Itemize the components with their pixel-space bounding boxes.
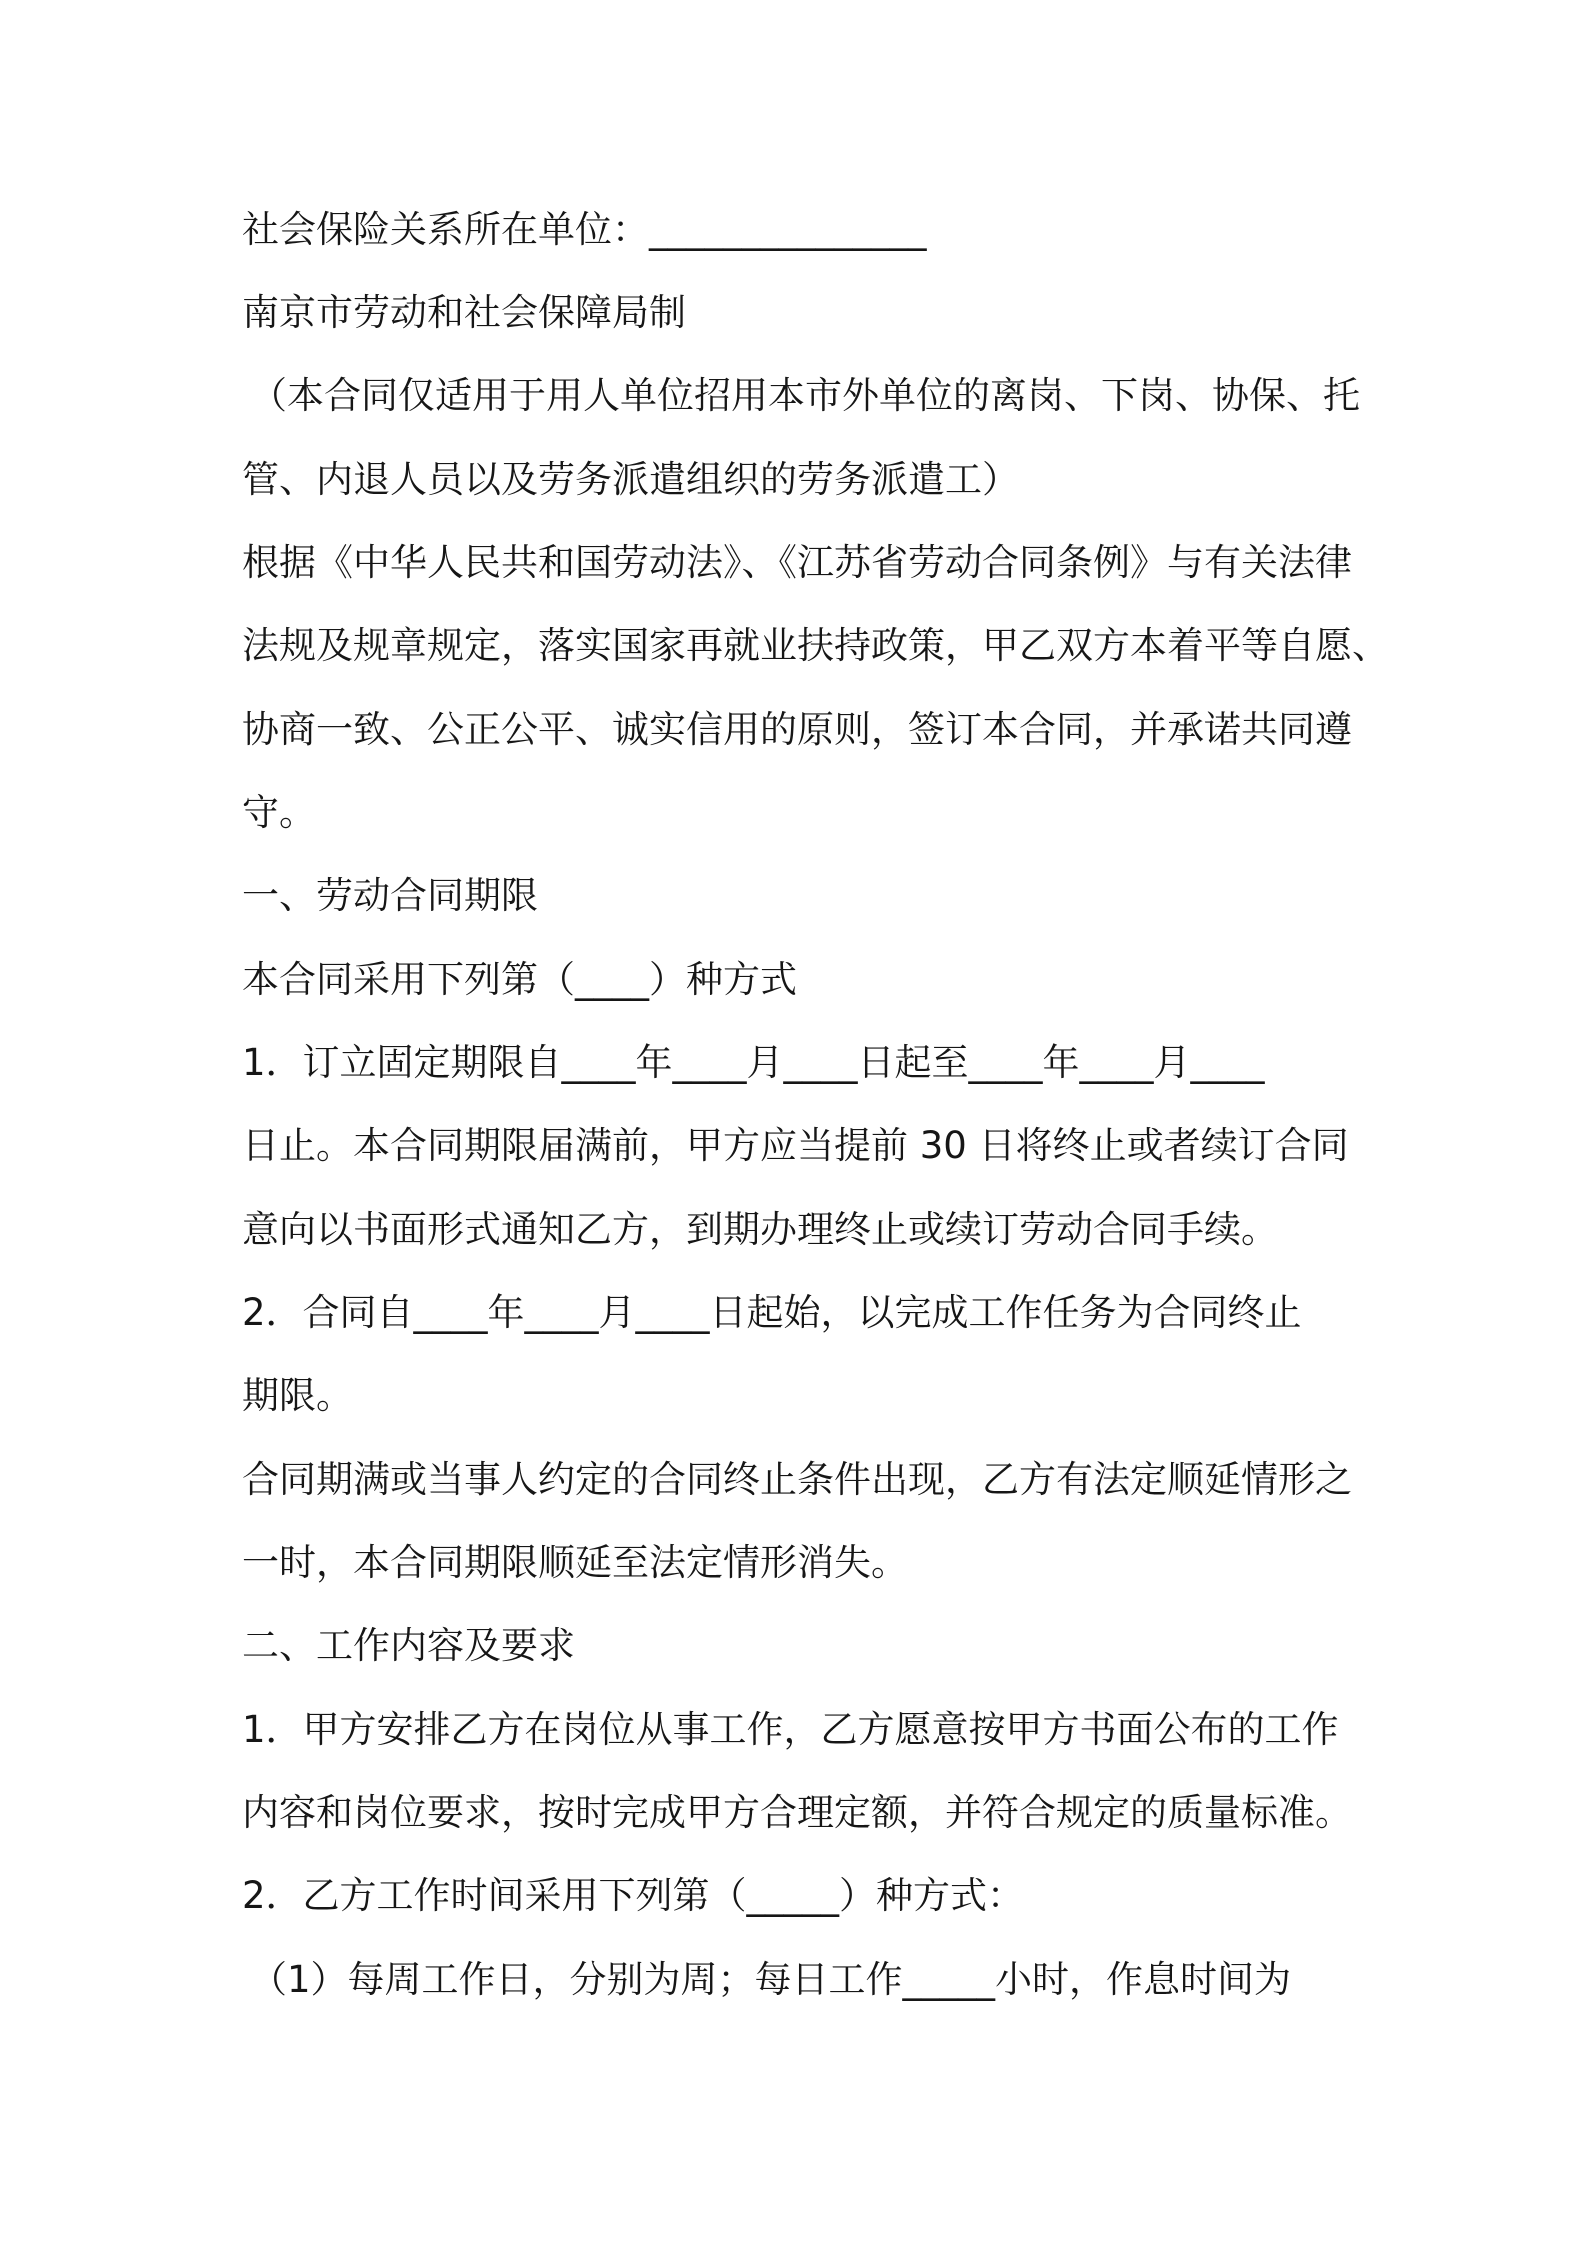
issuer-line: 南京市劳动和社会保障局制 [242, 291, 686, 334]
task-term-line-2: 期限。 [242, 1374, 353, 1417]
preamble-line-3: 协商一致、公正公平、诚实信用的原则，签订本合同，并承诺共同遵 [242, 708, 1352, 751]
extension-line-2: 一时，本合同期限顺延至法定情形消失。 [242, 1541, 908, 1584]
section-heading-work-content: 二、工作内容及要求 [242, 1624, 575, 1667]
fixed-term-line-3: 意向以书面形式通知乙方，到期办理终止或续订劳动合同手续。 [242, 1208, 1278, 1251]
work-content-line-2: 内容和岗位要求，按时完成甲方合理定额，并符合规定的质量标准。 [242, 1791, 1352, 1834]
preamble-line-1: 根据《中华人民共和国劳动法》、《江苏省劳动合同条例》与有关法律 [242, 541, 1352, 584]
task-term-line-1: 2．合同自____年____月____日起始，以完成工作任务为合同终止 [242, 1291, 1302, 1334]
scope-note-line-1: （本合同仅适用于用人单位招用本市外单位的离岗、下岗、协保、托 [250, 374, 1360, 417]
fixed-term-line-1: 1．订立固定期限自____年____月____日起至____年____月____ [242, 1041, 1265, 1084]
term-option-line: 本合同采用下列第（____）种方式 [242, 958, 797, 1001]
scope-note-line-2: 管、内退人员以及劳务派遣组织的劳务派遣工） [242, 458, 1019, 501]
preamble-line-4: 守。 [242, 791, 316, 834]
section-heading-contract-term: 一、劳动合同期限 [242, 874, 538, 917]
fixed-term-line-2: 日止。本合同期限届满前，甲方应当提前 30 日将终止或者续订合同 [242, 1124, 1349, 1167]
social-insurance-unit-line: 社会保险关系所在单位：_______________ [242, 208, 927, 251]
preamble-line-2: 法规及规章规定，落实国家再就业扶持政策，甲乙双方本着平等自愿、 [242, 624, 1389, 667]
extension-line-1: 合同期满或当事人约定的合同终止条件出现，乙方有法定顺延情形之 [242, 1458, 1352, 1501]
working-hours-item-1: （1）每周工作日，分别为周；每日工作_____小时，作息时间为 [250, 1958, 1292, 2001]
work-content-line-1: 1．甲方安排乙方在岗位从事工作，乙方愿意按甲方书面公布的工作 [242, 1708, 1339, 1751]
working-hours-option-line: 2．乙方工作时间采用下列第（_____）种方式： [242, 1874, 1025, 1917]
